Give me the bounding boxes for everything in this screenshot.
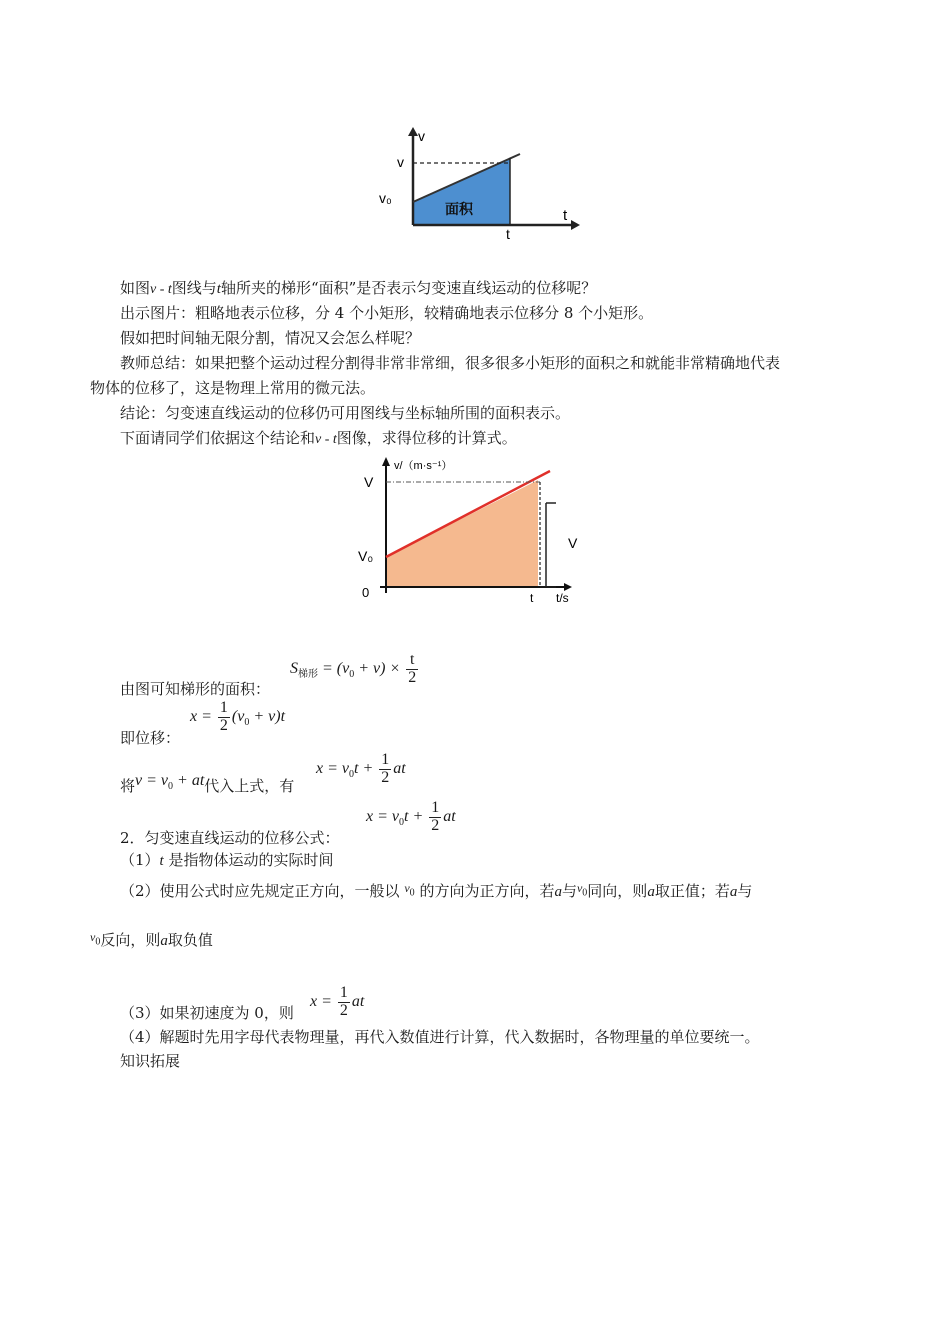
paragraph-7: 由图可知梯形的面积： [120, 680, 271, 698]
axis-y-label: v/（m·s⁻¹） [394, 460, 453, 472]
formula-trapezoid-area: $S_{梯形} = (v_0 + v)$ × $\frac{t}{2}$ [290, 651, 417, 686]
brace-V-label: V [568, 535, 578, 551]
vt-graph-displacement-figure [350, 455, 590, 615]
area-label: 面积 [445, 201, 473, 217]
y-arrow [382, 457, 390, 466]
zero-label: 0 [362, 585, 370, 600]
formula-displacement: x = $\frac{1}{2}$ $(v_0 + v)t$ [190, 699, 286, 734]
t-tick-label: t [530, 591, 534, 605]
y-arrow [408, 127, 418, 136]
vt-graph-trapezoid-figure [375, 125, 605, 245]
paragraph-10: 2．匀变速直线运动的位移公式： [120, 829, 340, 847]
paragraph-14: （3）如果初速度为 0，则 [120, 1004, 294, 1022]
paragraph-2: 出示图片：粗略地表示位移，分 4 个小矩形，较精确地表示位移分 8 个小矩形。 [120, 304, 654, 322]
paragraph-8: 即位移： [120, 729, 181, 747]
paragraph-3: 假如把时间轴无限分割，情况又会怎么样呢？ [120, 329, 421, 347]
t-tick-label: t [506, 226, 510, 242]
x-arrow [571, 220, 580, 230]
paragraph-11: （1）t 是指物体运动的实际时间 [120, 851, 334, 869]
paragraph-5: 结论：匀变速直线运动的位移仍可用图线与坐标轴所围的面积表示。 [120, 404, 571, 422]
axis-v-label: v [418, 128, 425, 144]
paragraph-16: 知识拓展 [120, 1052, 181, 1070]
formula-substituted: $x = v_0t$ + $\frac{1}{2}$ at [316, 751, 406, 786]
paragraph-4a: 教师总结：如果把整个运动过程分割得非常非常细，很多很多小矩形的面积之和就能非常精确地代表 [120, 354, 781, 372]
paragraph-1: 如图v - t图线与t轴所夹的梯形“面积”是否表示匀变速直线运动的位移呢？ [120, 279, 597, 297]
paragraph-9: 将$v = v_0$ + at代入上式，有 [120, 772, 295, 795]
formula-displacement-general: $x = v_0t$ + $\frac{1}{2}$ at [366, 799, 456, 834]
paragraph-13: $^{v_0}$反向，则a取负值 [90, 930, 213, 949]
V0-label: V₀ [358, 548, 374, 564]
formula-zero-initial: x = $\frac{1}{2}$ at [310, 984, 365, 1019]
paragraph-6: 下面请同学们依据这个结论和v - t图像，求得位移的计算式。 [120, 429, 517, 447]
axis-t-label: t [563, 207, 568, 224]
paragraph-4b: 物体的位移了，这是物理上常用的微元法。 [90, 379, 376, 397]
area-fill [386, 480, 538, 587]
axis-x-label: t/s [556, 591, 569, 605]
v-label: v [397, 154, 404, 170]
v0-label: v₀ [379, 190, 392, 206]
paragraph-15: （4）解题时先用字母代表物理量，再代入数值进行计算，代入数据时，各物理量的单位要统一。 [120, 1028, 760, 1046]
V-label: V [364, 474, 374, 490]
paragraph-12: （2）使用公式时应先规定正方向，一般以 $^{v_0}$ 的方向为正方向，若a与$^{v_0}$同向，则a取正值；若a与 [120, 881, 753, 900]
x-arrow [564, 583, 572, 591]
formula-velocity: $v = v_0$ + at [135, 772, 205, 793]
